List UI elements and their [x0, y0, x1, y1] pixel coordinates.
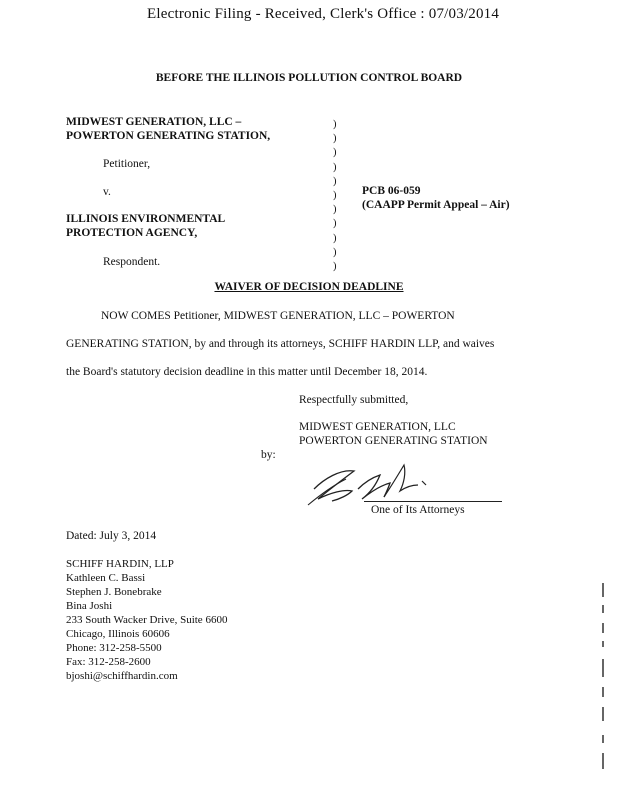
signature-line — [364, 501, 502, 502]
firm-fax: Fax: 312-258-2600 — [66, 656, 151, 668]
paren: ) — [333, 189, 337, 201]
case-type: (CAAPP Permit Appeal – Air) — [362, 199, 510, 211]
paren: ) — [333, 175, 337, 187]
body-line-3: the Board's statutory decision deadline in this matter until December 18, 2014. — [66, 366, 428, 378]
paren: ) — [333, 260, 337, 272]
paren: ) — [333, 232, 337, 244]
firm-email: bjoshi@schiffhardin.com — [66, 670, 178, 682]
signature-caption: One of Its Attorneys — [371, 504, 465, 516]
attorney-name: Kathleen C. Bassi — [66, 572, 146, 584]
paren: ) — [333, 246, 337, 258]
firm-address-line2: Chicago, Illinois 60606 — [66, 628, 170, 640]
petitioner-name-line1: MIDWEST GENERATION, LLC – — [66, 116, 242, 128]
petitioner-role: Petitioner, — [103, 158, 151, 170]
board-title: BEFORE THE ILLINOIS POLLUTION CONTROL BOARD — [155, 72, 463, 84]
firm-address-line1: 233 South Wacker Drive, Suite 6600 — [66, 614, 228, 626]
signatory-company-line1: MIDWEST GENERATION, LLC — [299, 421, 456, 433]
by-label: by: — [261, 449, 276, 461]
scan-edge-marks — [602, 575, 610, 775]
case-number: PCB 06-059 — [362, 185, 421, 197]
petitioner-name-line2: POWERTON GENERATING STATION, — [66, 130, 271, 142]
attorney-name: Stephen J. Bonebrake — [66, 586, 162, 598]
dated-line: Dated: July 3, 2014 — [66, 530, 157, 542]
respondent-name-line2: PROTECTION AGENCY, — [66, 227, 198, 239]
respectfully-submitted: Respectfully submitted, — [299, 394, 409, 406]
body-line-2: GENERATING STATION, by and through its attorneys, SCHIFF HARDIN LLP, and waives — [66, 338, 495, 350]
respondent-role: Respondent. — [103, 256, 161, 268]
paren: ) — [333, 218, 337, 230]
signatory-company-line2: POWERTON GENERATING STATION — [299, 435, 488, 447]
attorney-name: Bina Joshi — [66, 600, 113, 612]
paren: ) — [333, 204, 337, 216]
respondent-name-line1: ILLINOIS ENVIRONMENTAL — [66, 213, 226, 225]
paren: ) — [333, 133, 337, 145]
paren: ) — [333, 161, 337, 173]
filing-stamp: Electronic Filing - Received, Clerk's Office : 07/03/2014 — [147, 6, 500, 22]
firm-phone: Phone: 312-258-5500 — [66, 642, 162, 654]
versus-label: v. — [103, 186, 111, 198]
document-heading: WAIVER OF DECISION DEADLINE — [214, 281, 404, 293]
caption-paren-column — [333, 118, 337, 274]
paren: ) — [333, 119, 337, 130]
firm-name: SCHIFF HARDIN, LLP — [66, 558, 174, 570]
paren: ) — [333, 147, 337, 159]
body-line-1: NOW COMES Petitioner, MIDWEST GENERATION, LLC – POWERTON — [101, 310, 455, 322]
